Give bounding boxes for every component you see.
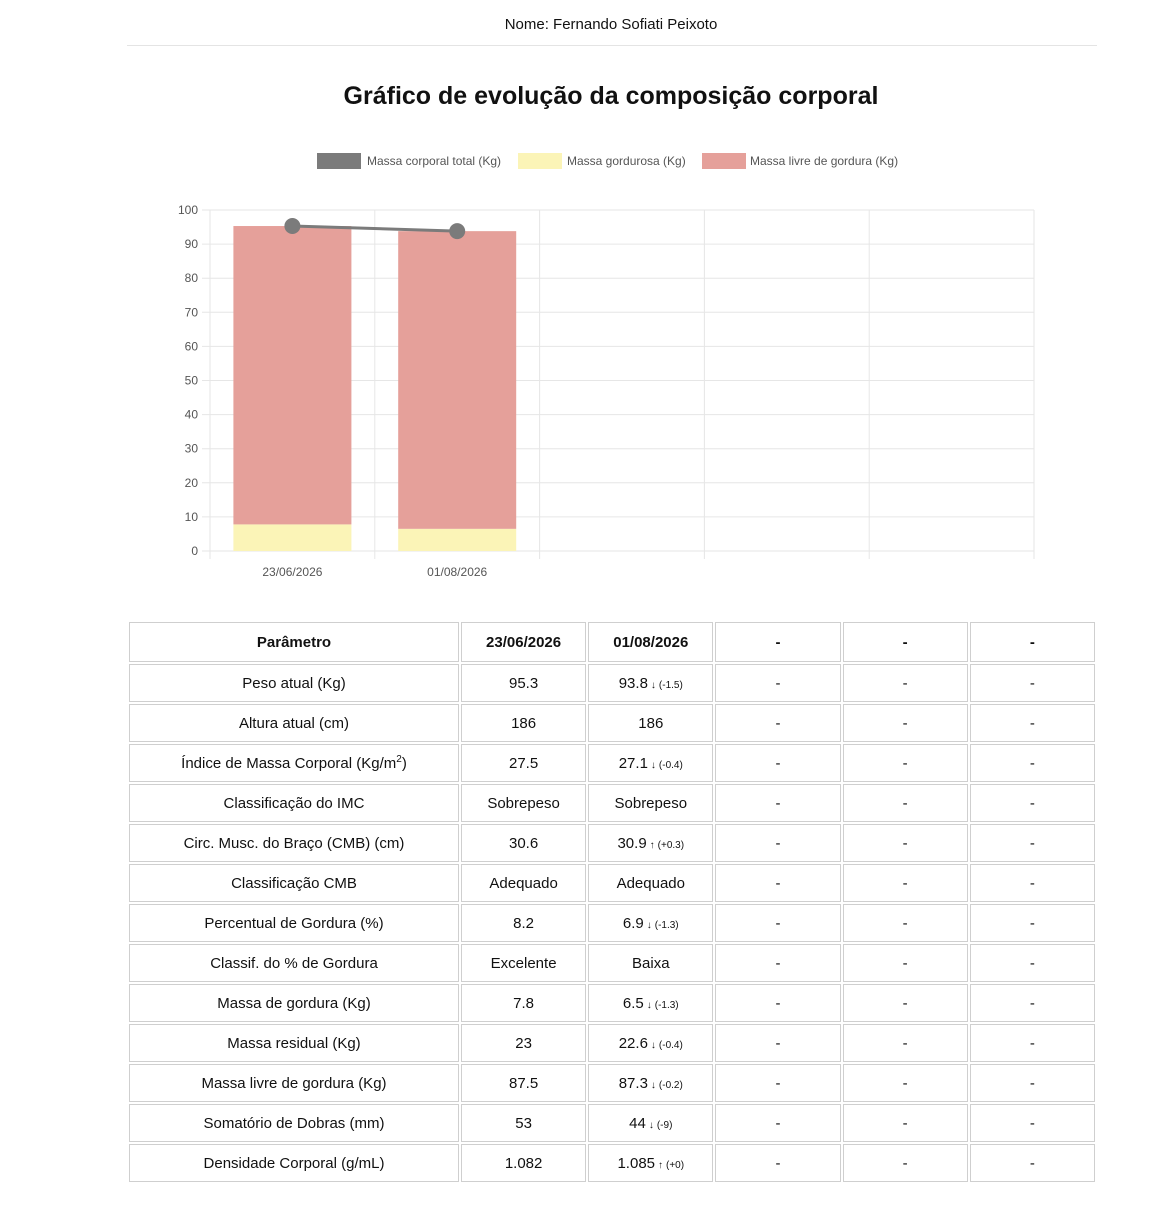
row-parameter-label: Circ. Musc. do Braço (CMB) (cm) (129, 824, 459, 862)
row-empty-cell: - (715, 984, 840, 1022)
row-value-date-2: Sobrepeso (588, 784, 713, 822)
y-tick-label: 30 (184, 441, 198, 456)
header-empty-3: - (715, 622, 840, 662)
row-value-date-2: 22.6 ↓ (-0.4) (588, 1024, 713, 1062)
chart-title: Gráfico de evolução da composição corporal (343, 82, 879, 110)
row-empty-cell: - (715, 744, 840, 782)
row-value-date-2: 6.9 ↓ (-1.3) (588, 904, 713, 942)
row-empty-cell: - (970, 1064, 1095, 1102)
row-value-date-2: 93.8 ↓ (-1.5) (588, 664, 713, 702)
row-empty-cell: - (843, 1064, 968, 1102)
arrow-down-icon: ↓ (650, 1079, 656, 1091)
row-empty-cell: - (970, 744, 1095, 782)
table-row (129, 944, 1095, 982)
row-value-date-2: 27.1 ↓ (-0.4) (588, 744, 713, 782)
header-date-1: 23/06/2026 (461, 622, 586, 662)
row-empty-cell: - (715, 704, 840, 742)
row-value-date-1: 30.6 (461, 824, 586, 862)
row-empty-cell: - (970, 704, 1095, 742)
table-row (129, 1104, 1095, 1142)
table-row (129, 904, 1095, 942)
row-value-date-2: Adequado (588, 864, 713, 902)
row-value-date-1: 53 (461, 1104, 586, 1142)
row-empty-cell: - (715, 1104, 840, 1142)
y-tick-label: 10 (184, 509, 198, 524)
x-tick-label: 01/08/2026 (427, 565, 488, 579)
arrow-down-icon: ↓ (648, 1119, 654, 1131)
row-parameter-label: Percentual de Gordura (%) (129, 904, 459, 942)
bar-fat-mass (233, 524, 351, 551)
table-row (129, 1144, 1095, 1182)
row-empty-cell: - (970, 784, 1095, 822)
row-empty-cell: - (970, 1024, 1095, 1062)
y-tick-label: 80 (184, 271, 198, 286)
header-date-2: 01/08/2026 (588, 622, 713, 662)
row-delta: (+0.3) (657, 839, 685, 851)
y-tick-label: 0 (191, 544, 198, 558)
arrow-down-icon: ↓ (646, 919, 652, 931)
body-composition-chart (0, 140, 1170, 590)
row-parameter-label: Classificação do IMC (129, 784, 459, 822)
row-value-date-2: 87.3 ↓ (-0.2) (588, 1064, 713, 1102)
y-tick-label: 90 (184, 237, 198, 252)
row-parameter-label: Massa residual (Kg) (129, 1024, 459, 1062)
row-empty-cell: - (843, 1144, 968, 1182)
arrow-down-icon: ↓ (650, 759, 656, 771)
row-value-date-1: 95.3 (461, 664, 586, 702)
row-empty-cell: - (843, 744, 968, 782)
legend-label: Massa livre de gordura (Kg) (750, 154, 899, 168)
bar-fat-free-mass (398, 231, 516, 529)
row-value-date-2: 1.085 ↑ (+0) (588, 1144, 713, 1182)
y-tick-label: 100 (177, 203, 198, 217)
row-empty-cell: - (715, 904, 840, 942)
row-parameter-label: Densidade Corporal (g/mL) (129, 1144, 459, 1182)
table-row (129, 1024, 1095, 1062)
row-empty-cell: - (843, 904, 968, 942)
row-empty-cell: - (715, 1024, 840, 1062)
table-row (129, 824, 1095, 862)
table-row (129, 784, 1095, 822)
table-row (129, 984, 1095, 1022)
row-value-date-1: 8.2 (461, 904, 586, 942)
row-value-date-1: Sobrepeso (461, 784, 586, 822)
y-tick-label: 60 (184, 339, 198, 354)
y-tick-label: 40 (184, 407, 198, 422)
row-empty-cell: - (715, 944, 840, 982)
row-empty-cell: - (843, 824, 968, 862)
row-empty-cell: - (970, 904, 1095, 942)
y-tick-label: 70 (184, 305, 198, 320)
row-parameter-label: Massa livre de gordura (Kg) (129, 1064, 459, 1102)
row-delta: (-1.3) (654, 919, 679, 931)
table-row (129, 704, 1095, 742)
row-empty-cell: - (970, 664, 1095, 702)
point-total-mass (449, 223, 465, 239)
row-parameter-label: Peso atual (Kg) (129, 664, 459, 702)
legend-swatch (702, 153, 746, 169)
table-header-row (129, 622, 1095, 662)
row-value-date-1: 23 (461, 1024, 586, 1062)
row-value-date-1: 186 (461, 704, 586, 742)
row-empty-cell: - (970, 1104, 1095, 1142)
row-empty-cell: - (715, 1064, 840, 1102)
header-empty-5: - (970, 622, 1095, 662)
row-empty-cell: - (843, 664, 968, 702)
row-empty-cell: - (715, 664, 840, 702)
composition-table (127, 620, 1097, 1184)
row-delta: (-0.4) (658, 1039, 683, 1051)
header-divider (127, 45, 1097, 46)
legend-swatch (518, 153, 562, 169)
point-total-mass (284, 218, 300, 234)
row-empty-cell: - (843, 1104, 968, 1142)
row-empty-cell: - (715, 824, 840, 862)
row-delta: (-0.2) (658, 1079, 683, 1091)
row-empty-cell: - (970, 984, 1095, 1022)
row-empty-cell: - (843, 984, 968, 1022)
table-row (129, 864, 1095, 902)
header-parameter: Parâmetro (129, 622, 459, 662)
row-empty-cell: - (970, 1144, 1095, 1182)
row-empty-cell: - (843, 944, 968, 982)
y-tick-label: 50 (184, 373, 198, 388)
arrow-up-icon: ↑ (658, 1159, 664, 1171)
row-parameter-label: Índice de Massa Corporal $(Kg/m^2)$ (129, 744, 459, 782)
row-parameter-label: Classificação CMB (129, 864, 459, 902)
row-delta: (-9) (656, 1119, 673, 1131)
bar-fat-mass (398, 529, 516, 551)
table-row (129, 664, 1095, 702)
row-value-date-1: Adequado (461, 864, 586, 902)
row-value-date-1: Excelente (461, 944, 586, 982)
row-parameter-label: Altura atual (cm) (129, 704, 459, 742)
bar-fat-free-mass (233, 226, 351, 524)
row-empty-cell: - (843, 704, 968, 742)
row-empty-cell: - (715, 864, 840, 902)
arrow-up-icon: ↑ (649, 839, 655, 851)
row-parameter-label: Classif. do % de Gordura (129, 944, 459, 982)
table-row (129, 1064, 1095, 1102)
row-parameter-label: Massa de gordura (Kg) (129, 984, 459, 1022)
row-value-date-1: 87.5 (461, 1064, 586, 1102)
row-value-date-2: 44 ↓ (-9) (588, 1104, 713, 1142)
row-delta: (-1.5) (658, 679, 683, 691)
legend-swatch (317, 153, 361, 169)
x-tick-label: 23/06/2026 (262, 565, 323, 579)
row-empty-cell: - (843, 1024, 968, 1062)
row-value-date-2: 6.5 ↓ (-1.3) (588, 984, 713, 1022)
row-empty-cell: - (843, 864, 968, 902)
row-empty-cell: - (970, 944, 1095, 982)
table-row (129, 744, 1095, 782)
row-value-date-1: 7.8 (461, 984, 586, 1022)
row-value-date-2: Baixa (588, 944, 713, 982)
row-empty-cell: - (843, 784, 968, 822)
row-delta: (-0.4) (658, 759, 683, 771)
row-value-date-1: 1.082 (461, 1144, 586, 1182)
row-value-date-2: 30.9 ↑ (+0.3) (588, 824, 713, 862)
row-empty-cell: - (715, 1144, 840, 1182)
row-empty-cell: - (970, 864, 1095, 902)
arrow-down-icon: ↓ (646, 999, 652, 1011)
legend-label: Massa corporal total (Kg) (367, 154, 502, 168)
arrow-down-icon: ↓ (650, 679, 656, 691)
arrow-down-icon: ↓ (650, 1039, 656, 1051)
row-delta: (-1.3) (654, 999, 679, 1011)
y-tick-label: 20 (184, 475, 198, 490)
row-delta: (+0) (666, 1159, 685, 1171)
legend-label: Massa gordurosa (Kg) (567, 154, 686, 168)
row-value-date-1: 27.5 (461, 744, 586, 782)
patient-name: Nome: Fernando Sofiati Peixoto (504, 16, 718, 33)
row-empty-cell: - (970, 824, 1095, 862)
row-value-date-2: 186 (588, 704, 713, 742)
row-parameter-label: Somatório de Dobras (mm) (129, 1104, 459, 1142)
row-empty-cell: - (715, 784, 840, 822)
header-empty-4: - (843, 622, 968, 662)
